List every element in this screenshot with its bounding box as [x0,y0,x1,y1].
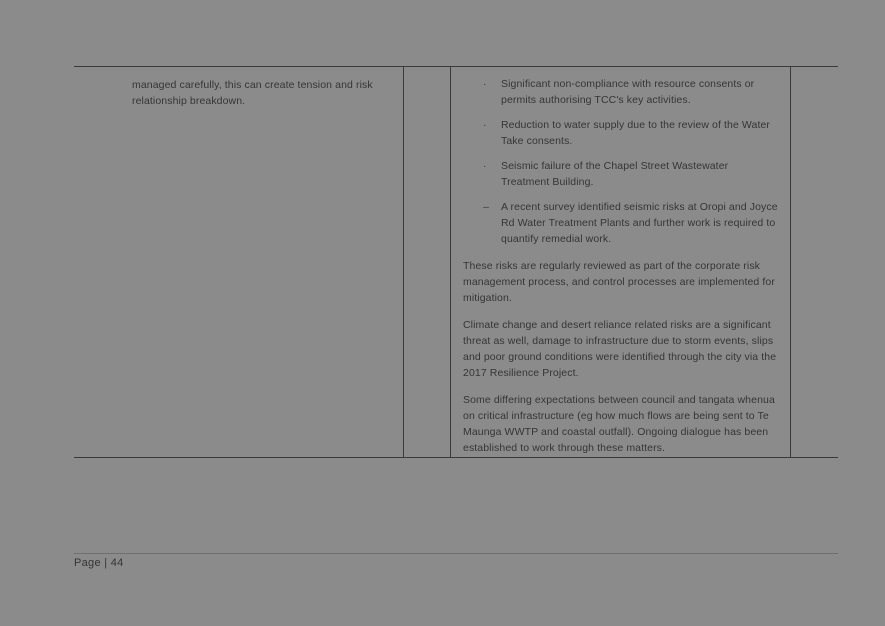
content-table [74,66,838,458]
right-paragraph-1: These risks are regularly reviewed as part of the corporate risk management process, and control processes are implemented for mitigation. [463,260,775,304]
bullet-marker-icon: · [483,78,487,90]
list-item-label: Seismic failure of the Chapel Street Wastewater Treatment Building. [501,160,729,188]
table-cell-far-right [791,67,837,457]
page-footer [74,553,574,573]
list-item-label: Reduction to water supply due to the review of the Water Take consents. [501,119,771,147]
risk-bullet-list [463,76,778,247]
list-item [463,158,778,190]
list-item-label: A recent survey identified seismic risks at Oropi and Joyce Rd Water Treatment Plants and further work is required to quantify remedial work. [501,201,778,245]
bullet-marker-icon: · [483,160,487,172]
list-item [463,199,778,247]
list-item-label: Significant non-compliance with resource consents or permits authorising TCC's key activities. [501,78,755,106]
right-paragraph-3: Some differing expectations between council and tangata whenua on critical infrastructure (eg how much flows are being sent to Te Maunga WWTP and coastal outfall). Ongoing dialogue has been established to work through these matters. [463,394,775,454]
list-item [463,76,778,108]
table-cell-spacer [404,67,451,457]
right-paragraph-2: Climate change and desert reliance related risks are a significant threat as well, damage to infrastructure due to storm events, slips and poor ground conditions were identified through the city via the 2017 Resilience Project. [463,319,777,379]
table-cell-right [451,67,791,457]
dash-marker-icon: – [483,201,489,213]
page-number: Page | 44 [74,557,124,569]
footer-divider [74,553,838,554]
table-cell-left [74,67,404,457]
list-item [463,117,778,149]
bullet-marker-icon: · [483,119,487,131]
left-paragraph-1: managed carefully, this can create tension and risk relationship breakdown. [132,79,373,107]
